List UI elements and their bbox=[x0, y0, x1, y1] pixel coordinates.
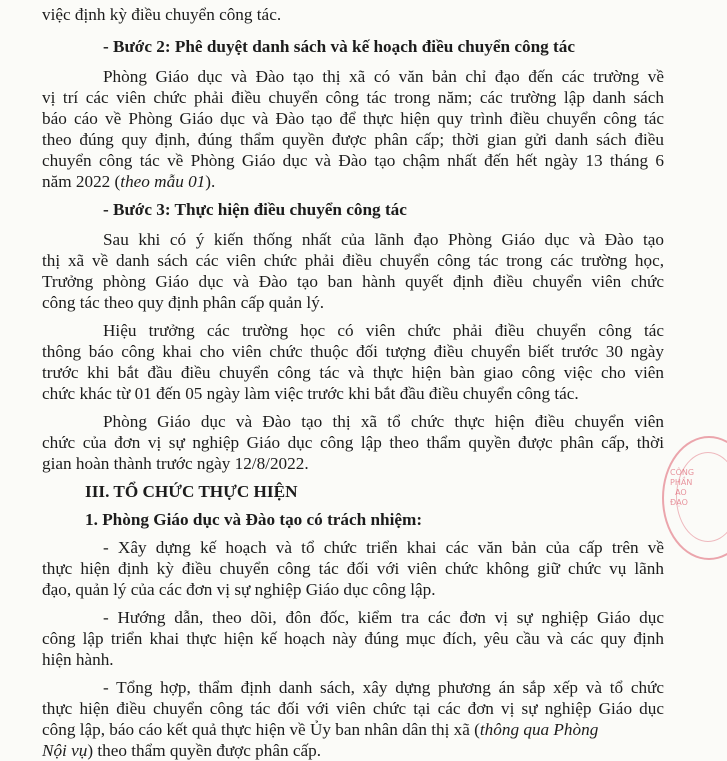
italic-segment: Nội vụ bbox=[42, 741, 88, 760]
text-line: - Hướng dẫn, theo dõi, đôn đốc, kiểm tra các đơn vị sự nghiệp Giáo dục bbox=[103, 608, 664, 627]
text-line: Hiệu trưởng các trường học có viên chức phải điều chuyển công tác bbox=[103, 321, 664, 340]
text-line: công lập triển khai thực hiện kế hoạch này đúng mục đích, yêu cầu và các quy định bbox=[42, 629, 664, 648]
text-line: vị trí các viên chức phải điều chuyển công tác trong năm; các trường lập danh sách bbox=[42, 88, 664, 107]
heading-line: III. TỔ CHỨC THỰC HIỆN bbox=[85, 482, 298, 501]
text-line: chức của đơn vị sự nghiệp Giáo dục công lập theo thẩm quyền được phân cấp, thời bbox=[42, 433, 664, 452]
text-line: đạo, quản lý của các đơn vị sự nghiệp Giáo dục công lập. bbox=[42, 580, 436, 599]
text-line: báo cáo về Phòng Giáo dục và Đào tạo để thực hiện quy trình điều chuyển công tác bbox=[42, 109, 664, 128]
text-line: gian hoàn thành trước ngày 12/8/2022. bbox=[42, 454, 309, 473]
heading-line: - Bước 3: Thực hiện điều chuyển công tác bbox=[103, 200, 407, 219]
text-segment: năm 2022 ( bbox=[42, 172, 121, 191]
text-line: theo đúng quy định, đúng thẩm quyền được phân cấp; thời gian gửi danh sách điều bbox=[42, 130, 664, 149]
text-line bbox=[42, 740, 321, 761]
text-line: chuyển công tác về Phòng Giáo dục và Đào tạo chậm nhất đến hết ngày 13 tháng 6 bbox=[42, 151, 664, 170]
heading-line: - Bước 2: Phê duyệt danh sách và kế hoạch điều chuyển công tác bbox=[103, 37, 575, 56]
text-line: Trưởng phòng Giáo dục và Đào tạo ban hành quyết định điều chuyển viên chức bbox=[42, 272, 664, 291]
text-line: trước khi bắt đầu điều chuyển công tác và thực hiện bàn giao công việc cho viên bbox=[42, 363, 664, 382]
text-line: thực hiện định kỳ điều chuyển công tác đối với viên chức không giữ chức vụ lãnh bbox=[42, 559, 664, 578]
text-line bbox=[42, 171, 215, 192]
seal-text: CÔNG PHẦN AO ĐẠO bbox=[670, 468, 695, 507]
text-line: thông báo công khai cho viên chức thuộc đối tượng điều chuyển biết trước 30 ngày bbox=[42, 342, 664, 361]
text-line: việc định kỳ điều chuyển công tác. bbox=[42, 5, 282, 24]
text-line: công tác theo quy định phân cấp quản lý. bbox=[42, 293, 325, 312]
text-line: - Tổng hợp, thẩm định danh sách, xây dựng phương án sắp xếp và tổ chức bbox=[103, 678, 664, 697]
text-segment: ) theo thẩm quyền được phân cấp. bbox=[87, 741, 322, 760]
text-line: Phòng Giáo dục và Đào tạo thị xã tổ chức thực hiện điều chuyển viên bbox=[103, 412, 664, 431]
text-line: Sau khi có ý kiến thống nhất của lãnh đạo Phòng Giáo dục và Đào tạo bbox=[103, 230, 664, 249]
text-line: thị xã về danh sách các viên chức phải điều chuyển công tác trong các trường học, bbox=[42, 251, 664, 270]
text-segment: công lập, báo cáo kết quả thực hiện về Ủy ban nhân dân thị xã ( bbox=[42, 720, 480, 739]
text-line: chức khác từ 01 đến 05 ngày làm việc trước khi bắt đầu điều chuyển công tác. bbox=[42, 384, 579, 403]
italic-segment: theo mẫu 01 bbox=[120, 172, 206, 191]
text-line: hiện hành. bbox=[42, 650, 114, 669]
italic-segment: thông qua Phòng bbox=[479, 720, 599, 739]
text-segment: ). bbox=[205, 172, 216, 191]
text-line: Phòng Giáo dục và Đào tạo thị xã có văn bản chỉ đạo đến các trường về bbox=[103, 67, 664, 86]
text-line: - Xây dựng kế hoạch và tổ chức triển khai các văn bản của cấp trên về bbox=[103, 538, 664, 557]
heading-line: 1. Phòng Giáo dục và Đào tạo có trách nhiệm: bbox=[85, 510, 423, 529]
text-line: thực hiện điều chuyển công tác đối với viên chức tại các đơn vị sự nghiệp Giáo dục bbox=[42, 699, 664, 718]
text-line bbox=[42, 719, 598, 740]
